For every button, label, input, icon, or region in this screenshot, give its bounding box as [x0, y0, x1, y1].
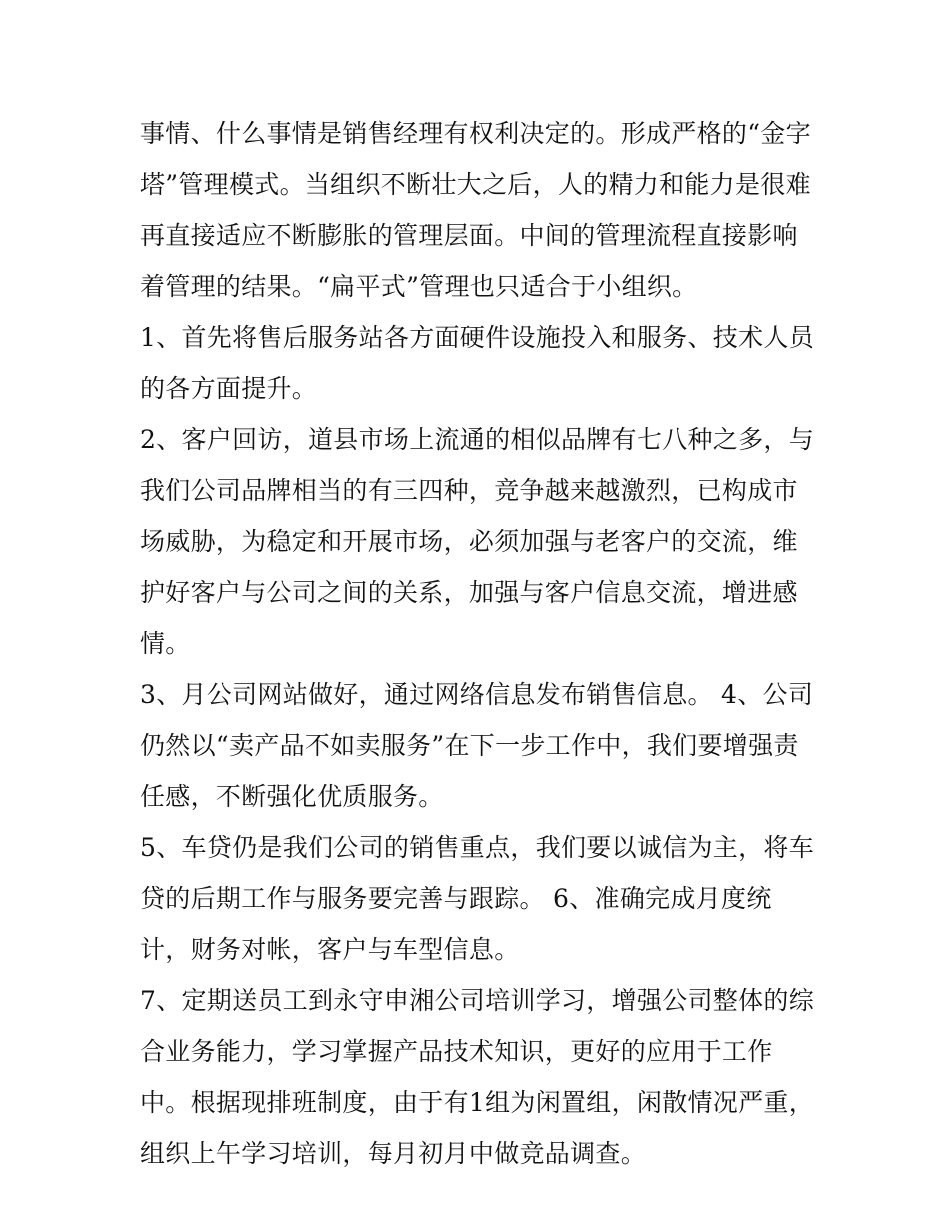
paragraph-item-1: 1、首先将售后服务站各方面硬件设施投入和服务、技术人员的各方面提升。 — [140, 323, 815, 403]
paragraph-intro: 事情、什么事情是销售经理有权利决定的。形成严格的“金字塔”管理模式。当组织不断壮大之后，人的精力和能力是很难再直接适应不断膨胀的管理层面。中间的管理流程直接影响着管理的结果。“扁平式”管理也只适合于小组织。 — [140, 119, 811, 301]
paragraph-item-3-4: 3、月公司网站做好，通过网络信息发布销售信息。 4、公司仍然以“卖产品不如卖服务”在下一步工作中，我们要增强责任感，不断强化优质服务。 — [140, 680, 814, 811]
paragraph-item-7: 7、定期送员工到永守申湘公司培训学习，增强公司整体的综合业务能力，学习掌握产品技术知识，更好的应用于工作中。根据现排班制度，由于有1组为闲置组，闲散情况严重，组织上午学习培训，每月初月中做竞品调查。 — [140, 986, 815, 1168]
paragraph-item-2: 2、客户回访，道县市场上流通的相似品牌有七八种之多，与我们公司品牌相当的有三四种，竞争越来越激烈，已构成市场威胁，为稳定和开展市场，必须加强与老客户的交流，维护好客户与公司之间的关系，加强与客户信息交流，增进感情。 — [140, 425, 815, 658]
document-body — [140, 108, 820, 1179]
paragraph-item-5-6: 5、车贷仍是我们公司的销售重点，我们要以诚信为主，将车贷的后期工作与服务要完善与跟踪。 6、准确完成月度统计，财务对帐，客户与车型信息。 — [140, 833, 815, 964]
